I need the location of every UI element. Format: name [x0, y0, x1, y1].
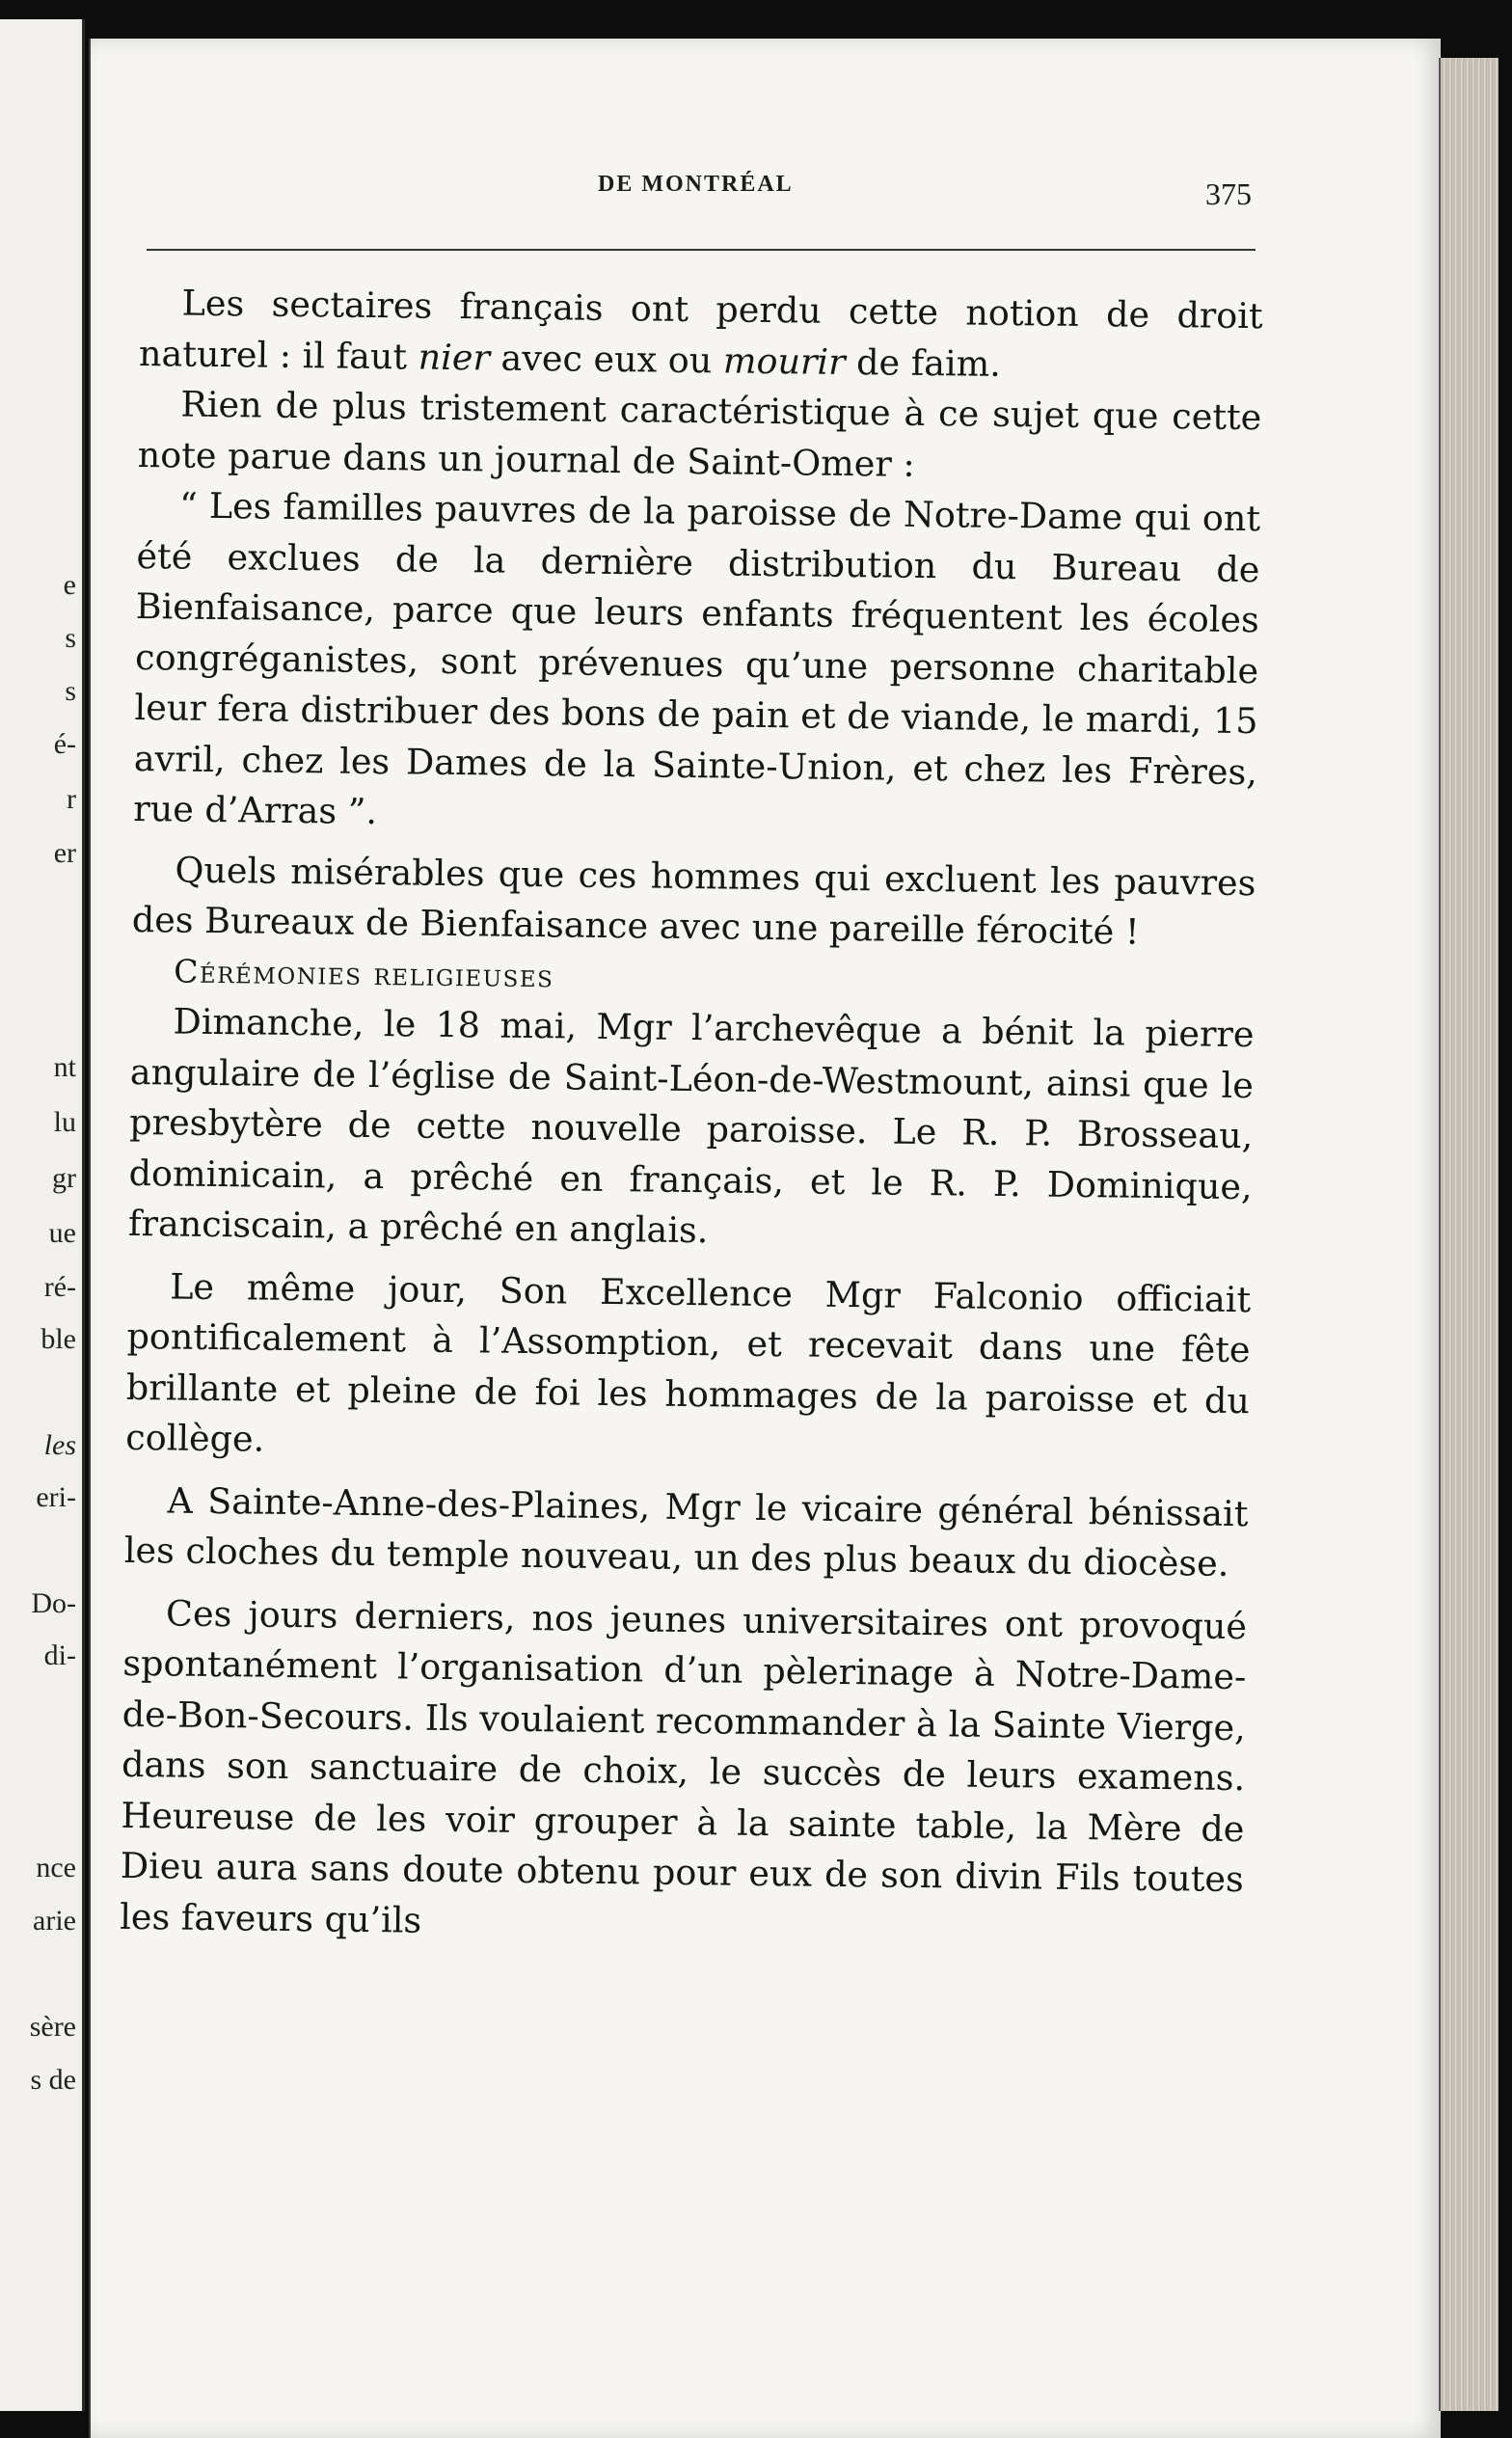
- margin-fragment: é-: [53, 728, 76, 760]
- margin-fragment: nt: [53, 1051, 76, 1083]
- paragraph-text: Les sectaires français ont perdu cette notion de droit naturel : il faut: [138, 282, 1263, 378]
- body-text: [120, 278, 1263, 1956]
- margin-fragment: gr: [52, 1162, 76, 1194]
- margin-fragment: r: [67, 783, 76, 815]
- margin-fragment: Do-: [31, 1587, 76, 1619]
- margin-fragment: les: [43, 1429, 76, 1461]
- margin-fragment: arie: [33, 1905, 76, 1937]
- italic-word: nier: [418, 336, 491, 378]
- margin-fragment: s: [65, 675, 76, 707]
- header-rule: [147, 249, 1256, 251]
- quoted-paragraph: “ Les familles pauvres de la paroisse de Notre-Dame qui ont été exclues de la dernière distribution du Bureau de Bienfaisance, parce que leurs enfants fréquentent les écoles congréganistes, sont prévenues qu’une personne charitable leur fera distribuer des bons de pain et de viande, le mardi, 15 avril, chez les Dames de la Sainte-Union, et chez les Frères, rue d’Arras ”.: [133, 484, 1261, 833]
- section-heading-text: Cérémonies religieuses: [173, 951, 554, 994]
- margin-fragment: er: [53, 837, 76, 869]
- margin-fragment: di-: [43, 1639, 76, 1671]
- paragraph: [139, 278, 1263, 393]
- margin-fragment: lu: [53, 1106, 76, 1138]
- margin-fragment: nce: [36, 1852, 76, 1883]
- margin-fragment: e: [63, 569, 76, 601]
- paragraph: Dimanche, le 18 mai, Mgr l’archevêque a bénit la pierre angulaire de l’église de Saint-Léon-de-Westmount, ainsi que le presbytère de cette nouvelle paroisse. Le R. P. Brosseau, dominicain, a prêché en français, et le R. P. Dominique, franciscain, a prêché en anglais.: [127, 1000, 1255, 1252]
- paragraph: A Sainte-Anne-des-Plaines, Mgr le vicaire général bénissait les cloches du temple nouveau, un des plus beaux du diocèse.: [123, 1478, 1249, 1585]
- paragraph-text: avec eux ou: [489, 336, 724, 381]
- previous-page-edge: [0, 19, 85, 2411]
- running-head: DE MONTRÉAL: [598, 172, 794, 197]
- margin-fragment: eri-: [36, 1481, 76, 1513]
- margin-fragment: s de: [30, 2064, 76, 2096]
- italic-word: mourir: [722, 339, 846, 383]
- paragraph: Ces jours derniers, nos jeunes universitaires ont provoqué spontanément l’organisation d’un pèlerinage à Notre-Dame-de-Bon-Secours. Ils voulaient recommander à la Sainte Vierge, dans son sanctuaire de choix, le succès de leurs examens. Heureuse de les voir grouper à la sainte table, la Mère de Dieu aura sans doute obtenu pour eux de son divin Fils toutes les faveurs qu’ils: [119, 1591, 1248, 1941]
- page-number: 375: [1205, 176, 1252, 211]
- margin-fragment: ble: [40, 1323, 76, 1355]
- margin-fragment: ue: [48, 1217, 76, 1249]
- margin-fragment: s: [65, 622, 76, 654]
- paragraph: Le même jour, Son Excellence Mgr Falconio officiait pontificalement à l’Assomption, et recevait dans une fête brillante et pleine de foi les hommages de la paroisse et du collège.: [125, 1264, 1252, 1460]
- paragraph: Quels misérables que ces hommes qui excluent les pauvres des Bureaux de Bienfaisance avec une pareille férocité !: [131, 848, 1256, 953]
- page-edges: [1439, 58, 1498, 2411]
- margin-fragment: ré-: [43, 1271, 76, 1303]
- paragraph: Rien de plus tristement caractéristique à ce sujet que cette note parue dans un journal de Saint-Omer :: [137, 383, 1262, 485]
- margin-fragment: sère: [29, 2011, 76, 2043]
- paragraph-text: de faim.: [845, 340, 1002, 385]
